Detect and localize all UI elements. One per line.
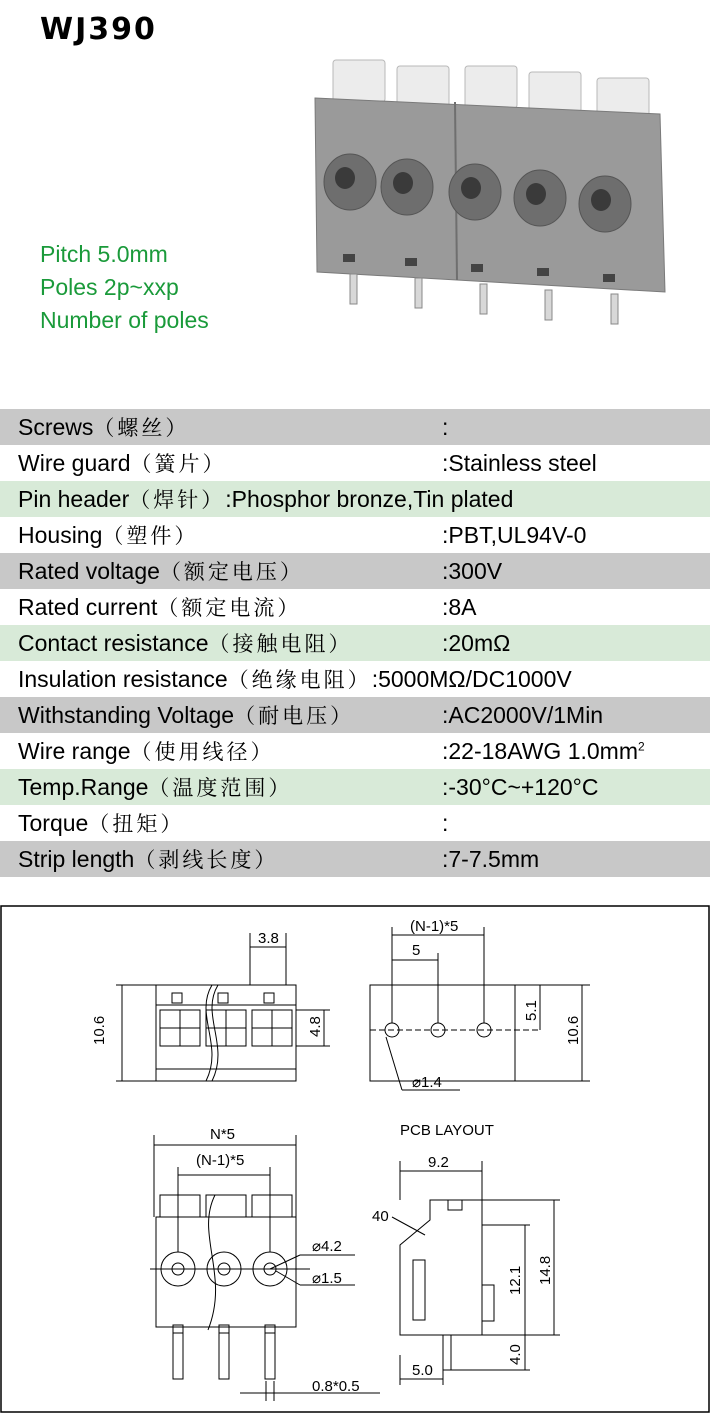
spec-label-cn: （剥线长度） bbox=[134, 848, 279, 872]
dim-40: 40 bbox=[372, 1208, 389, 1225]
spec-row bbox=[0, 661, 710, 697]
spec-row bbox=[0, 589, 710, 625]
number-of-poles-text: Number of poles bbox=[40, 307, 209, 333]
spec-label: Housing bbox=[18, 522, 103, 548]
spec-label-cn: （扭矩） bbox=[88, 812, 185, 836]
spec-label-cn: （使用线径） bbox=[130, 740, 275, 764]
spec-value: : bbox=[442, 409, 710, 445]
dim-hole: ⌀1.4 bbox=[412, 1074, 442, 1091]
spec-value: :PBT,UL94V-0 bbox=[442, 517, 710, 553]
spec-label-cn: （绝缘电阻） bbox=[227, 668, 372, 692]
spec-label: Pin header bbox=[18, 486, 130, 512]
dim-4-2: ⌀4.2 bbox=[312, 1238, 342, 1255]
dim-3-8: 3.8 bbox=[258, 930, 279, 947]
spec-value: :AC2000V/1Min bbox=[442, 697, 710, 733]
spec-row bbox=[0, 553, 710, 589]
dim-n5: N*5 bbox=[210, 1126, 236, 1143]
spec-label: Insulation resistance bbox=[18, 666, 228, 692]
spec-row bbox=[0, 841, 710, 877]
product-title: WJ390 bbox=[40, 12, 157, 47]
dim-10-6-right: 10.6 bbox=[565, 1015, 582, 1045]
spec-value: :20mΩ bbox=[442, 625, 710, 661]
spec-row bbox=[0, 769, 710, 805]
spec-table bbox=[0, 409, 710, 877]
spec-value: :5000MΩ/DC1000V bbox=[371, 666, 572, 692]
dim-n1-5-top: (N-1)*5 bbox=[410, 918, 459, 935]
spec-value: : bbox=[442, 805, 710, 841]
spec-row bbox=[0, 409, 710, 445]
dim-4-8: 4.8 bbox=[307, 1016, 324, 1037]
summary-specs bbox=[40, 238, 209, 337]
dim-n1-5-bottom: (N-1)*5 bbox=[196, 1152, 245, 1169]
spec-label-cn: （塑件） bbox=[102, 524, 199, 548]
spec-value: :Stainless steel bbox=[442, 445, 710, 481]
spec-label: Rated current bbox=[18, 594, 158, 620]
spec-label: Strip length bbox=[18, 846, 135, 872]
spec-label-cn: （额定电流） bbox=[157, 596, 302, 620]
spec-label: Wire guard bbox=[18, 450, 131, 476]
dim-10-6-left: 10.6 bbox=[91, 1015, 108, 1045]
dim-14-8: 14.8 bbox=[537, 1255, 554, 1285]
spec-row bbox=[0, 625, 710, 661]
dim-5-0: 5.0 bbox=[412, 1362, 433, 1379]
spec-value: :-30°C~+120°C bbox=[442, 769, 710, 805]
technical-drawing bbox=[0, 905, 710, 1413]
spec-value: :Phosphor bronze,Tin plated bbox=[225, 486, 514, 512]
spec-label-cn: （螺丝） bbox=[93, 416, 190, 440]
spec-label-cn: （耐电压） bbox=[234, 704, 355, 728]
spec-value: :300V bbox=[442, 553, 710, 589]
spec-label: Torque bbox=[18, 810, 89, 836]
spec-row bbox=[0, 481, 710, 517]
spec-row bbox=[0, 445, 710, 481]
pitch-text: Pitch 5.0mm bbox=[40, 241, 168, 267]
spec-label-cn: （接触电阻） bbox=[208, 632, 353, 656]
spec-value: :8A bbox=[442, 589, 710, 625]
spec-value-sup: 2 bbox=[637, 738, 645, 753]
spec-value: :7-7.5mm bbox=[442, 841, 710, 877]
spec-label: Temp.Range bbox=[18, 774, 149, 800]
spec-label: Withstanding Voltage bbox=[18, 702, 235, 728]
terminal-block bbox=[315, 60, 665, 324]
spec-row bbox=[0, 697, 710, 733]
dim-pin: 0.8*0.5 bbox=[312, 1378, 360, 1395]
spec-label-cn: （额定电压） bbox=[159, 560, 304, 584]
spec-label-cn: （温度范围） bbox=[148, 776, 293, 800]
dim-9-2: 9.2 bbox=[428, 1154, 449, 1171]
poles-text: Poles 2p~xxp bbox=[40, 274, 179, 300]
dim-5-1: 5.1 bbox=[523, 1000, 540, 1021]
spec-label: Screws bbox=[18, 414, 94, 440]
spec-row bbox=[0, 733, 710, 769]
pcb-layout-label: PCB LAYOUT bbox=[400, 1122, 494, 1139]
spec-label-cn: （簧片） bbox=[130, 452, 227, 476]
spec-row bbox=[0, 805, 710, 841]
dim-1-5: ⌀1.5 bbox=[312, 1270, 342, 1287]
spec-label: Wire range bbox=[18, 738, 131, 764]
dim-4-0: 4.0 bbox=[507, 1344, 524, 1365]
spec-row bbox=[0, 517, 710, 553]
dim-5: 5 bbox=[412, 942, 421, 959]
spec-label: Rated voltage bbox=[18, 558, 160, 584]
dim-12-1: 12.1 bbox=[507, 1265, 524, 1295]
spec-label-cn: （焊针） bbox=[129, 488, 226, 512]
spec-label: Contact resistance bbox=[18, 630, 209, 656]
spec-value: :22-18AWG 1.0mm bbox=[442, 737, 638, 764]
product-image bbox=[305, 52, 685, 352]
